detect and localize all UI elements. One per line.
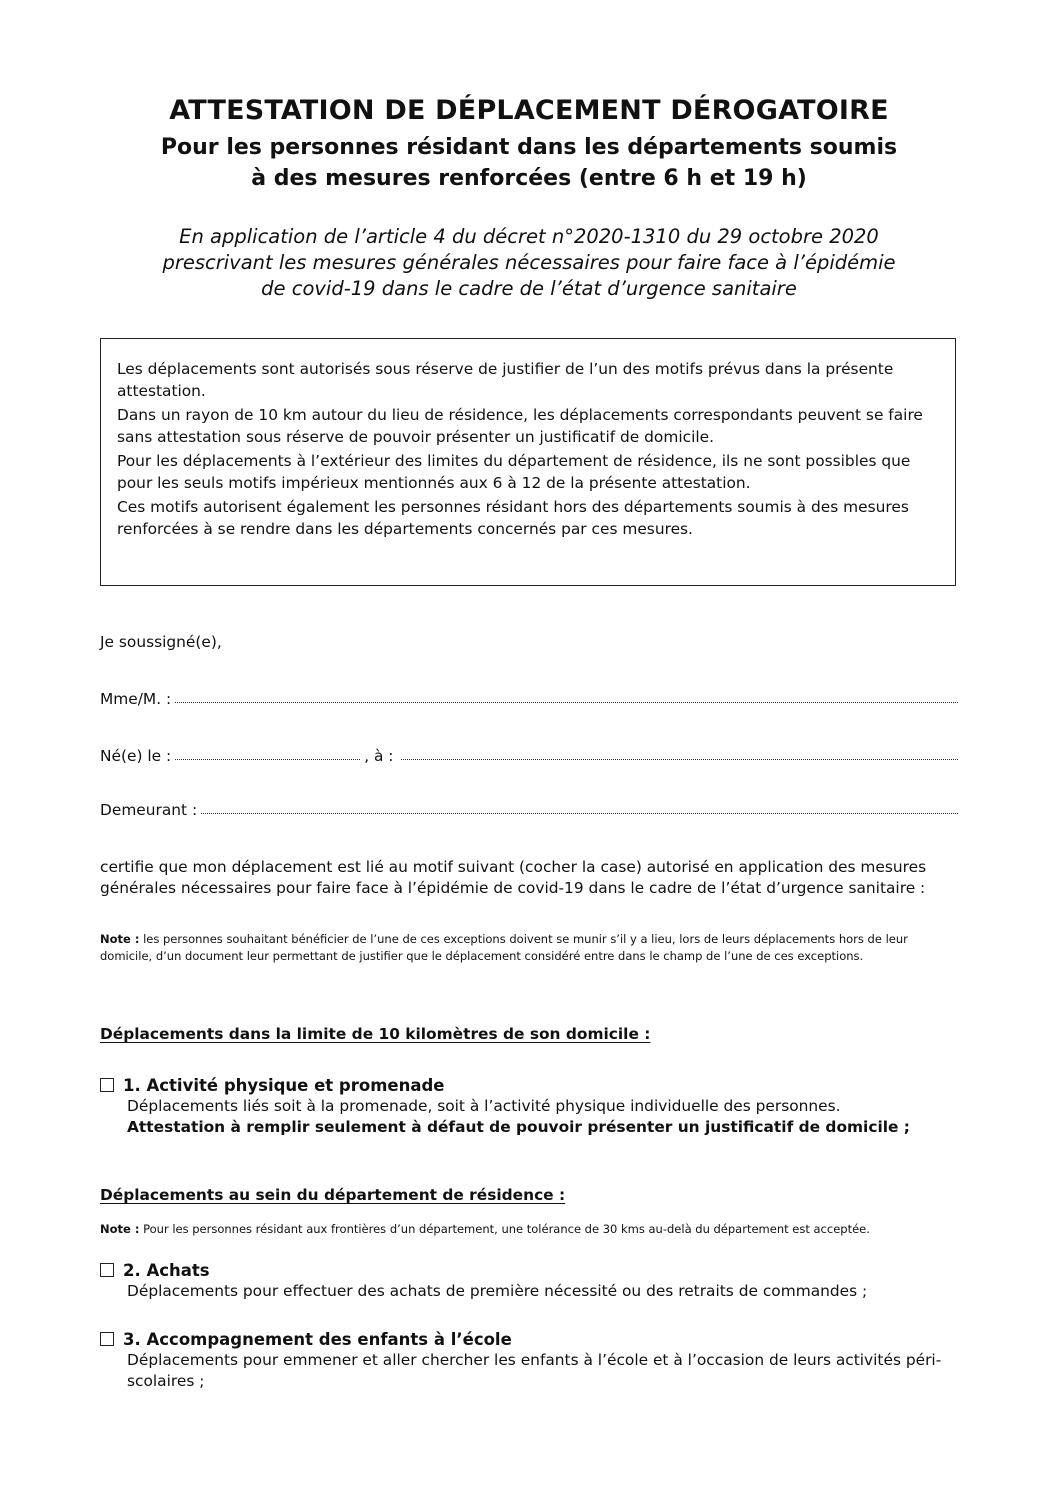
section-heading-10km: Déplacements dans la limite de 10 kilomètres de son domicile : xyxy=(100,1025,651,1043)
option-1-activite-physique xyxy=(100,1074,960,1137)
option-1-head xyxy=(100,1074,960,1096)
option-2-description: Déplacements pour effectuer des achats de première nécessité ou des retraits de commandes ; xyxy=(127,1282,868,1300)
option-3-description: Déplacements pour emmener et aller chercher les enfants à l’école et à l’occasion de leurs activités péri-scolaires ; xyxy=(127,1351,942,1390)
address-label: Demeurant : xyxy=(100,801,198,819)
option-2-title: 2. Achats xyxy=(123,1260,210,1280)
birth-field-row xyxy=(100,743,958,765)
name-label: Mme/M. : xyxy=(100,690,172,708)
info-paragraph-2: Dans un rayon de 10 km autour du lieu de résidence, les déplacements correspondants peuvent se faire sans attestation sous réserve de pouvoir présenter un justificatif de domicile. xyxy=(117,406,923,446)
decree-reference xyxy=(0,224,1058,302)
name-input-line[interactable] xyxy=(175,688,958,703)
option-3-head xyxy=(100,1328,960,1350)
birth-place-label: , à : xyxy=(364,747,394,765)
note-exceptions-label: Note : xyxy=(100,932,140,946)
decree-line-3: de covid-19 dans le cadre de l’état d’urgence sanitaire xyxy=(261,277,797,300)
option-3-ecole xyxy=(100,1328,960,1391)
option-1-description xyxy=(127,1096,960,1137)
option-1-desc-text: Déplacements liés soit à la promenade, soit à l’activité physique individuelle des personnes. xyxy=(127,1097,841,1115)
form-intro: Je soussigné(e), xyxy=(100,633,222,651)
note-tolerance-label: Note : xyxy=(100,1222,140,1236)
note-tolerance xyxy=(100,1221,960,1238)
birth-date-input-line[interactable] xyxy=(175,745,360,760)
note-tolerance-text: Pour les personnes résidant aux frontières d’un département, une tolérance de 30 kms au-delà du département est acceptée. xyxy=(139,1222,870,1236)
certify-text: certifie que mon déplacement est lié au motif suivant (cocher la case) autorisé en application des mesures générales nécessaires pour faire face à l’épidémie de covid-19 dans le cadre de l’état d’urgence sanitaire : xyxy=(100,858,927,897)
option-1-desc-strong: Attestation à remplir seulement à défaut de pouvoir présenter un justificatif de domicile ; xyxy=(127,1117,910,1136)
info-paragraph-3: Pour les déplacements à l’extérieur des limites du département de résidence, ils ne sont possibles que pour les seuls motifs impérieux mentionnés aux 6 à 12 de la présente attestation. xyxy=(117,452,911,492)
note-exceptions xyxy=(100,931,960,964)
address-input-line[interactable] xyxy=(201,799,958,814)
option-3-checkbox[interactable] xyxy=(100,1332,114,1346)
document-subtitle xyxy=(0,132,1058,194)
info-paragraph-1: Les déplacements sont autorisés sous réserve de justifier de l’un des motifs prévus dans la présente attestation. xyxy=(117,360,894,400)
info-box xyxy=(100,338,956,586)
subtitle-line-1: Pour les personnes résidant dans les départements soumis xyxy=(160,135,898,160)
option-2-achats xyxy=(100,1259,960,1302)
document-title: ATTESTATION DE DÉPLACEMENT DÉROGATOIRE xyxy=(169,95,889,126)
birth-date-label: Né(e) le : xyxy=(100,747,172,765)
note-exceptions-text: les personnes souhaitant bénéficier de l’une de ces exceptions doivent se munir s’il y a lieu, lors de leurs déplacements hors de leur domicile, d’un document leur permettant de justifier que le déplacement considéré entre dans le champ de l’une de ces exceptions. xyxy=(100,932,908,963)
section-heading-departement: Déplacements au sein du département de résidence : xyxy=(100,1186,566,1204)
option-3-title: 3. Accompagnement des enfants à l’école xyxy=(123,1329,512,1349)
name-field-row xyxy=(100,686,958,708)
option-2-checkbox[interactable] xyxy=(100,1263,114,1277)
option-2-head xyxy=(100,1259,960,1281)
birth-place-input-line[interactable] xyxy=(401,745,958,760)
option-1-title: 1. Activité physique et promenade xyxy=(123,1075,445,1095)
info-paragraph-4: Ces motifs autorisent également les personnes résidant hors des départements soumis à des mesures renforcées à se rendre dans les départements concernés par ces mesures. xyxy=(117,498,909,538)
decree-line-2: prescrivant les mesures générales nécessaires pour faire face à l’épidémie xyxy=(162,251,896,274)
subtitle-line-2: à des mesures renforcées (entre 6 h et 19 h) xyxy=(251,166,807,191)
address-field-row xyxy=(100,797,958,819)
decree-line-1: En application de l’article 4 du décret n°2020-1310 du 29 octobre 2020 xyxy=(179,225,879,248)
option-1-checkbox[interactable] xyxy=(100,1078,114,1092)
